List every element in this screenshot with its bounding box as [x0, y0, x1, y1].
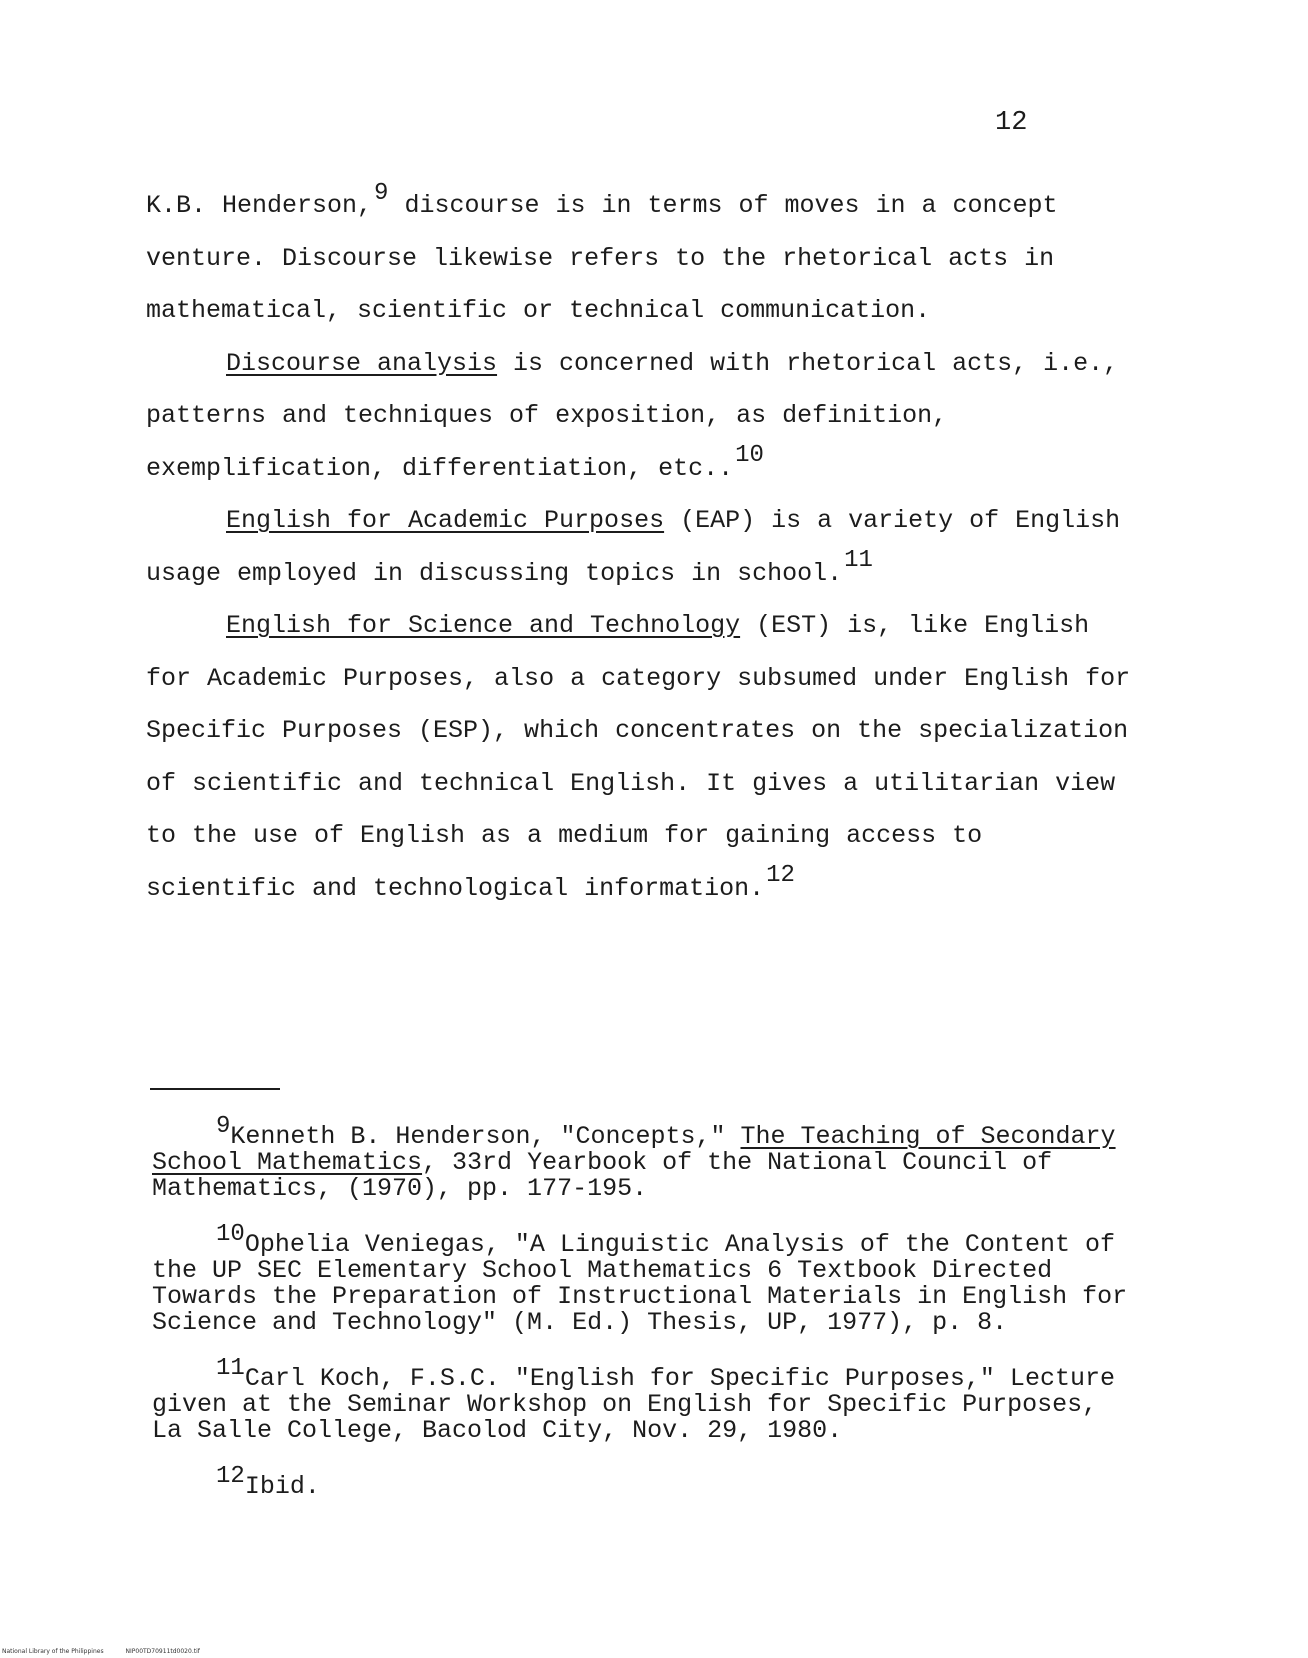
paragraph-discourse-definition — [146, 180, 1146, 338]
paragraph-text: (EAP) is a variety of English usage employed in discussing topics in school. — [146, 506, 1121, 588]
page-number: 12 — [995, 108, 1028, 138]
footnotes — [152, 1112, 1132, 1530]
footnote-text: , 33rd Yearbook of the National Council of Mathematics, (1970), pp. 177-195. — [152, 1148, 1053, 1203]
library-credit: National Library of the Philippines — [2, 1648, 104, 1655]
footnote-text: Ibid. — [244, 1472, 320, 1501]
footnote-text: Carl Koch, F.S.C. "English for Specific Purposes," Lecture given at the Seminar Workshop on English for Specific Purposes, La Salle College, Bacolod City, Nov. 29, 1980. — [152, 1364, 1115, 1445]
footnote-9 — [152, 1112, 1132, 1203]
paragraph-text: discourse is in terms of moves in a concept venture. Discourse likewise refers to the rhetorical acts in mathematical, scientific or technical communication. — [146, 191, 1058, 325]
footnote-10 — [152, 1220, 1132, 1337]
paragraph-eap — [146, 495, 1146, 600]
paragraph-discourse-analysis — [146, 338, 1146, 496]
footnote-ref-12: 12 — [766, 862, 795, 890]
footnote-ref-9: 9 — [374, 179, 389, 207]
footnote-marker: 12 — [216, 1462, 245, 1490]
footnote-ref-11: 11 — [844, 547, 873, 575]
paragraph-text: is concerned with rhetorical acts, i.e., patterns and techniques of exposition, as definition, exemplification, differentiation, etc.. — [146, 348, 1119, 483]
footnote-text: Ophelia Veniegas, "A Linguistic Analysis of the Content of the UP SEC Elementary School Mathematics 6 Textbook Directed Towards the Preparation of Instructional Materials in English for Science and Technology" (M. Ed.) Thesis, UP, 1977), p. 8. — [152, 1230, 1128, 1337]
footnote-text: Kenneth B. Henderson, "Concepts," — [230, 1122, 741, 1151]
defined-term: Discourse analysis — [226, 348, 498, 378]
scan-footer — [2, 1648, 220, 1656]
footnote-marker: 10 — [216, 1220, 245, 1248]
paragraph-text: K.B. Henderson, — [146, 191, 373, 220]
scan-file-id: NIP00TD70911td0020.tif — [125, 1648, 200, 1655]
footnote-11 — [152, 1354, 1132, 1445]
footnote-divider — [150, 1088, 280, 1090]
footnote-marker: 11 — [216, 1354, 245, 1382]
footnote-ref-10: 10 — [735, 442, 764, 470]
footnote-marker: 9 — [216, 1112, 231, 1140]
book-title: The Teaching of Secondary School Mathematics — [152, 1122, 1116, 1177]
defined-term: English for Academic Purposes — [226, 506, 665, 535]
paragraph-est — [146, 600, 1146, 915]
paragraph-text: (EST) is, like English for Academic Purposes, also a category subsumed under English for Specific Purposes (ESP), which concentrates on the specialization of scientific and technical English. It gives a utilitarian view to the use of English as a medium for gaining access to scientific and technological information. — [146, 611, 1131, 903]
footnote-12 — [152, 1462, 1132, 1501]
body-text — [146, 180, 1146, 915]
defined-term: English for Science and Technology — [226, 611, 741, 640]
